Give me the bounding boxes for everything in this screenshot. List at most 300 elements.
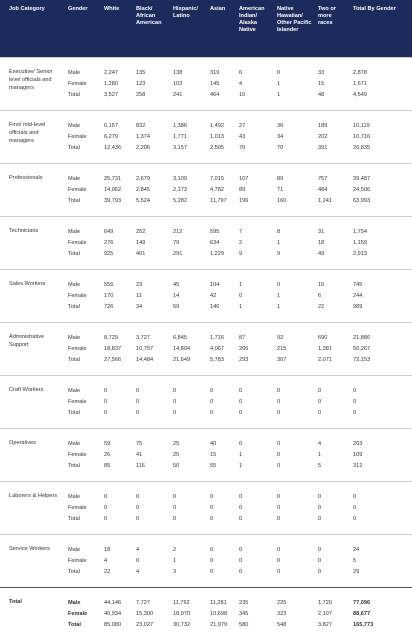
hispanic-latino-cell: 14,804 [173,345,191,352]
gender-cell: Female [68,239,87,246]
job-category-cell: Professionals [0,163,64,216]
american-indian-alaska-native-cell: 0 [239,515,243,522]
total-by-gender-cell: 0 [349,481,412,503]
two-or-more-races-cell: 1,241 [318,197,332,204]
job-category-cell: Operatives [0,428,64,481]
american-indian-alaska-native-cell: 87 [235,322,273,344]
asian-cell: 4,782 [210,186,224,193]
american-indian-alaska-native-cell: 0 [235,481,273,503]
american-indian-alaska-native-cell: 235 [235,587,273,609]
black-african-american-cell: 135 [132,57,169,79]
header-american-indian-alaska-native: American Indian/ Alaska Native [235,0,273,57]
total-by-gender-cell: 203 [349,428,412,450]
american-indian-alaska-native-cell: 1 [239,451,243,458]
native-hawaiian-pacific-islander-cell: 0 [277,451,281,458]
black-african-american-cell: 10,757 [136,345,154,352]
black-african-american-cell: 1,374 [136,133,150,140]
hispanic-latino-cell: 11,762 [169,587,206,609]
total-by-gender-cell: 10,119 [349,110,412,132]
job-category-cell: Technicians [0,216,64,269]
gender-cell: Total [68,462,80,469]
black-african-american-cell: 0 [136,398,140,405]
black-african-american-cell: 4 [132,534,169,556]
white-cell: 170 [104,292,114,299]
hispanic-latino-cell: 0 [173,504,177,511]
white-cell: 8,729 [100,322,132,344]
american-indian-alaska-native-cell: 293 [239,356,249,363]
white-cell: 85 [104,462,111,469]
header-hispanic-latino: Hispanic/ Latino [169,0,206,57]
black-african-american-cell: 3,727 [132,322,169,344]
asian-cell: 0 [210,515,214,522]
hispanic-latino-cell: 3,157 [173,144,187,151]
white-cell: 925 [104,250,114,257]
white-cell: 44,146 [100,587,132,609]
asian-cell: 11,281 [206,587,235,609]
native-hawaiian-pacific-islander-cell: 0 [277,462,281,469]
asian-cell: 0 [206,481,235,503]
grand-total-label: Total [0,587,64,640]
american-indian-alaska-native-cell: 27 [235,110,273,132]
black-african-american-cell: 5,524 [136,197,150,204]
hispanic-latino-cell: 18,970 [173,610,191,617]
table-row [0,216,412,238]
total-by-gender-cell: 109 [353,451,363,458]
black-african-american-cell: 75 [132,428,169,450]
two-or-more-races-cell: 757 [314,163,349,185]
gender-cell: Male [64,534,100,556]
hispanic-latino-cell: 1,771 [173,133,187,140]
native-hawaiian-pacific-islander-cell: 0 [277,568,281,575]
black-african-american-cell: 15,300 [136,610,154,617]
american-indian-alaska-native-cell: 1 [239,303,243,310]
american-indian-alaska-native-cell: 107 [235,163,273,185]
asian-cell: 1,716 [206,322,235,344]
native-hawaiian-pacific-islander-cell: 1 [277,292,281,299]
job-category-cell: Administrative Support [0,322,64,375]
native-hawaiian-pacific-islander-cell: 0 [273,428,314,450]
two-or-more-races-cell: 3,827 [318,621,332,628]
two-or-more-races-cell: 0 [318,515,322,522]
total-by-gender-cell: 24 [349,534,412,556]
total-by-gender-cell: 1,671 [353,80,367,87]
asian-cell: 7,015 [206,163,235,185]
table-row [0,269,412,291]
native-hawaiian-pacific-islander-cell: 1 [277,80,281,87]
table-row [0,322,412,344]
black-african-american-cell: 0 [136,557,140,564]
two-or-more-races-cell: 1,381 [318,345,332,352]
total-by-gender-cell: 989 [353,303,363,310]
grand-total-row [0,587,412,609]
white-cell: 0 [104,504,108,511]
black-african-american-cell: 0 [136,409,140,416]
native-hawaiian-pacific-islander-cell: 215 [277,345,287,352]
two-or-more-races-cell: 0 [318,409,322,416]
total-by-gender-cell: 88,677 [353,610,371,617]
black-african-american-cell: 401 [136,250,146,257]
total-by-gender-cell: 0 [353,504,357,511]
gender-cell: Male [64,481,100,503]
white-cell: 726 [104,303,114,310]
american-indian-alaska-native-cell: 1 [239,462,243,469]
american-indian-alaska-native-cell: 0 [239,409,243,416]
native-hawaiian-pacific-islander-cell: 225 [273,587,314,609]
black-african-american-cell: 23,027 [136,621,154,628]
white-cell: 4 [104,557,108,564]
hispanic-latino-cell: 3 [173,568,177,575]
white-cell: 276 [104,239,114,246]
asian-cell: 595 [206,216,235,238]
american-indian-alaska-native-cell: 0 [239,557,243,564]
white-cell: 0 [100,481,132,503]
total-by-gender-cell: 0 [353,398,357,405]
gender-cell: Male [64,322,100,344]
white-cell: 26 [104,451,111,458]
white-cell: 25,731 [100,163,132,185]
black-african-american-cell: 4 [136,568,140,575]
table-body [0,57,412,640]
american-indian-alaska-native-cell: 196 [239,197,249,204]
table-row [0,428,412,450]
table-row [0,375,412,397]
white-cell: 18,837 [104,345,122,352]
asian-cell: 10,698 [210,610,228,617]
hispanic-latino-cell: 3,109 [169,163,206,185]
gender-cell: Total [68,197,80,204]
header-black-african-american: Black/ African American [132,0,169,57]
header-gender: Gender [64,0,100,57]
asian-cell: 145 [210,80,220,87]
black-african-american-cell: 2,206 [136,144,150,151]
native-hawaiian-pacific-islander-cell: 0 [277,557,281,564]
white-cell: 1,280 [104,80,118,87]
black-african-american-cell: 0 [132,375,169,397]
native-hawaiian-pacific-islander-cell: 36 [273,110,314,132]
hispanic-latino-cell: 21,649 [173,356,191,363]
table-row [0,110,412,132]
two-or-more-races-cell: 1 [318,451,322,458]
white-cell: 40,934 [104,610,122,617]
american-indian-alaska-native-cell: 7 [235,216,273,238]
native-hawaiian-pacific-islander-cell: 0 [273,481,314,503]
two-or-more-races-cell: 690 [314,322,349,344]
american-indian-alaska-native-cell: 4 [239,80,243,87]
total-by-gender-cell: 0 [353,515,357,522]
american-indian-alaska-native-cell: 10 [239,91,246,98]
hispanic-latino-cell: 5,282 [173,197,187,204]
white-cell: 0 [104,515,108,522]
total-by-gender-cell: 1,159 [353,239,367,246]
two-or-more-races-cell: 0 [318,568,322,575]
asian-cell: 319 [206,57,235,79]
total-by-gender-cell: 244 [353,292,363,299]
total-by-gender-cell: 72,153 [353,356,371,363]
hispanic-latino-cell: 30,732 [173,621,191,628]
white-cell: 59 [100,428,132,450]
gender-cell: Total [68,144,80,151]
table-header [0,0,412,57]
gender-cell: Total [68,568,80,575]
gender-cell: Male [64,163,100,185]
asian-cell: 0 [210,409,214,416]
gender-cell: Total [68,515,80,522]
total-by-gender-cell: 0 [353,409,357,416]
native-hawaiian-pacific-islander-cell: 0 [277,515,281,522]
white-cell: 22 [104,568,111,575]
american-indian-alaska-native-cell: 2 [239,239,243,246]
hispanic-latino-cell: 2 [169,534,206,556]
gender-cell: Female [68,292,87,299]
black-african-american-cell: 149 [136,239,146,246]
native-hawaiian-pacific-islander-cell: 92 [273,322,314,344]
native-hawaiian-pacific-islander-cell: 1 [277,303,281,310]
american-indian-alaska-native-cell: 0 [239,292,243,299]
black-african-american-cell: 832 [132,110,169,132]
black-african-american-cell: 23 [132,269,169,291]
american-indian-alaska-native-cell: 89 [239,186,246,193]
american-indian-alaska-native-cell: 0 [235,534,273,556]
native-hawaiian-pacific-islander-cell: 0 [273,375,314,397]
total-by-gender-cell: 50,267 [353,345,371,352]
american-indian-alaska-native-cell: 70 [239,144,246,151]
total-by-gender-cell: 29 [353,568,360,575]
asian-cell: 0 [210,557,214,564]
gender-cell: Total [68,621,81,628]
two-or-more-races-cell: 0 [318,557,322,564]
black-african-american-cell: 7,727 [132,587,169,609]
table-row [0,534,412,556]
hispanic-latino-cell: 25 [169,428,206,450]
american-indian-alaska-native-cell: 580 [239,621,249,628]
two-or-more-races-cell: 5 [318,462,322,469]
white-cell: 12,436 [104,144,122,151]
white-cell: 18 [100,534,132,556]
job-category-cell: Laborers & Helpers [0,481,64,534]
gender-cell: Male [64,375,100,397]
total-by-gender-cell: 312 [353,462,363,469]
hispanic-latino-cell: 103 [173,80,183,87]
total-by-gender-cell: 2,913 [353,250,367,257]
american-indian-alaska-native-cell: 9 [239,250,243,257]
asian-cell: 0 [206,375,235,397]
gender-cell: Total [68,91,80,98]
native-hawaiian-pacific-islander-cell: 548 [277,621,287,628]
total-by-gender-cell: 77,096 [349,587,412,609]
american-indian-alaska-native-cell: 0 [239,504,243,511]
two-or-more-races-cell: 15 [318,80,325,87]
hispanic-latino-cell: 0 [173,409,177,416]
native-hawaiian-pacific-islander-cell: 9 [277,250,281,257]
gender-cell: Male [64,269,100,291]
two-or-more-races-cell: 2,107 [318,610,332,617]
two-or-more-races-cell: 1,720 [314,587,349,609]
american-indian-alaska-native-cell: 1 [235,269,273,291]
asian-cell: 146 [210,303,220,310]
native-hawaiian-pacific-islander-cell: 307 [277,356,287,363]
total-by-gender-cell: 21,886 [349,322,412,344]
american-indian-alaska-native-cell: 0 [239,568,243,575]
american-indian-alaska-native-cell: 345 [239,610,249,617]
white-cell: 0 [104,409,108,416]
asian-cell: 4,067 [210,345,224,352]
hispanic-latino-cell: 1,386 [169,110,206,132]
total-by-gender-cell: 4,549 [353,91,367,98]
asian-cell: 11,797 [210,197,227,204]
hispanic-latino-cell: 0 [169,375,206,397]
asian-cell: 55 [210,462,217,469]
asian-cell: 104 [206,269,235,291]
total-by-gender-cell: 2,878 [349,57,412,79]
total-by-gender-cell: 745 [349,269,412,291]
native-hawaiian-pacific-islander-cell: 70 [277,144,284,151]
black-african-american-cell: 34 [136,303,143,310]
native-hawaiian-pacific-islander-cell: 160 [277,197,287,204]
asian-cell: 2,505 [210,144,224,151]
native-hawaiian-pacific-islander-cell: 0 [273,57,314,79]
gender-cell: Male [64,587,100,609]
hispanic-latino-cell: 0 [173,515,177,522]
asian-cell: 21,979 [210,621,228,628]
total-by-gender-cell: 0 [349,375,412,397]
gender-cell: Male [64,57,100,79]
total-by-gender-cell: 20,835 [353,144,371,151]
two-or-more-races-cell: 0 [318,504,322,511]
native-hawaiian-pacific-islander-cell: 71 [277,186,284,193]
total-by-gender-cell: 10,716 [353,133,371,140]
white-cell: 39,793 [104,197,122,204]
gender-cell: Male [64,428,100,450]
american-indian-alaska-native-cell: 6 [235,57,273,79]
hispanic-latino-cell: 45 [169,269,206,291]
black-african-american-cell: 0 [132,481,169,503]
white-cell: 14,062 [104,186,122,193]
black-african-american-cell: 0 [136,504,140,511]
black-african-american-cell: 116 [136,462,145,469]
two-or-more-races-cell: 484 [318,186,328,193]
two-or-more-races-cell: 48 [318,91,325,98]
total-by-gender-cell: 5 [353,557,357,564]
black-african-american-cell: 0 [136,515,140,522]
table-row [0,163,412,185]
gender-cell: Female [68,504,87,511]
two-or-more-races-cell: 49 [318,250,325,257]
two-or-more-races-cell: 22 [318,303,325,310]
asian-cell: 5,783 [210,356,224,363]
hispanic-latino-cell: 79 [173,239,180,246]
gender-cell: Female [68,451,87,458]
two-or-more-races-cell: 189 [314,110,349,132]
white-cell: 27,566 [104,356,122,363]
total-by-gender-cell: 165,773 [353,621,374,628]
gender-cell: Male [64,110,100,132]
header-native-hawaiian-pacific-islander: Native Hawaiian/ Other Pacific Islander [273,0,314,57]
white-cell: 6,279 [104,133,118,140]
black-african-american-cell: 41 [136,451,143,458]
american-indian-alaska-native-cell: 0 [235,428,273,450]
black-african-american-cell: 11 [136,292,142,299]
black-african-american-cell: 258 [136,91,146,98]
two-or-more-races-cell: 31 [314,216,349,238]
job-category-cell: First/ mid-level officials and managers [0,110,64,163]
hispanic-latino-cell: 2,173 [173,186,187,193]
asian-cell: 0 [210,568,214,575]
white-cell: 6,157 [100,110,132,132]
black-african-american-cell: 2,845 [136,186,150,193]
asian-cell: 1,492 [206,110,235,132]
hispanic-latino-cell: 14 [173,292,180,299]
hispanic-latino-cell: 50 [173,462,180,469]
native-hawaiian-pacific-islander-cell: 0 [277,504,281,511]
gender-cell: Total [68,409,80,416]
native-hawaiian-pacific-islander-cell: 1 [277,239,281,246]
white-cell: 556 [100,269,132,291]
black-african-american-cell: 252 [132,216,169,238]
asian-cell: 464 [210,91,220,98]
two-or-more-races-cell: 0 [318,398,322,405]
header-total-by-gender: Total By Gender [349,0,412,57]
hispanic-latino-cell: 0 [169,481,206,503]
asian-cell: 0 [210,398,214,405]
native-hawaiian-pacific-islander-cell: 89 [273,163,314,185]
white-cell: 0 [104,398,108,405]
job-category-cell: Sales Workers [0,269,64,322]
white-cell: 3,527 [104,91,118,98]
gender-cell: Total [68,250,80,257]
asian-cell: 634 [210,239,220,246]
white-cell: 0 [100,375,132,397]
white-cell: 2,247 [100,57,132,79]
gender-cell: Female [68,133,87,140]
asian-cell: 0 [210,504,214,511]
hispanic-latino-cell: 138 [169,57,206,79]
hispanic-latino-cell: 212 [169,216,206,238]
header-two-or-more-races: Two or more races [314,0,349,57]
job-category-cell: Service Workers [0,534,64,587]
black-african-american-cell: 123 [136,80,146,87]
asian-cell: 1,013 [210,133,224,140]
two-or-more-races-cell: 0 [314,534,349,556]
american-indian-alaska-native-cell: 206 [239,345,249,352]
header-row [0,0,412,57]
hispanic-latino-cell: 241 [173,91,183,98]
native-hawaiian-pacific-islander-cell: 34 [277,133,284,140]
total-by-gender-cell: 39,487 [349,163,412,185]
job-category-cell: Craft Workers [0,375,64,428]
total-by-gender-cell: 1,754 [349,216,412,238]
american-indian-alaska-native-cell: 0 [239,398,243,405]
header-asian: Asian [206,0,235,57]
native-hawaiian-pacific-islander-cell: 0 [273,269,314,291]
gender-cell: Male [64,216,100,238]
hispanic-latino-cell: 6,845 [169,322,206,344]
table-row [0,481,412,503]
total-by-gender-cell: 63,993 [353,197,371,204]
black-african-american-cell: 2,679 [132,163,169,185]
black-african-american-cell: 14,484 [136,356,154,363]
two-or-more-races-cell: 16 [314,269,349,291]
two-or-more-races-cell: 4 [314,428,349,450]
native-hawaiian-pacific-islander-cell: 0 [273,534,314,556]
gender-cell: Female [68,610,88,617]
two-or-more-races-cell: 202 [318,133,328,140]
native-hawaiian-pacific-islander-cell: 0 [277,398,281,405]
total-by-gender-cell: 24,506 [353,186,371,193]
gender-cell: Female [68,80,87,87]
hispanic-latino-cell: 1 [173,557,177,564]
gender-cell: Female [68,186,87,193]
header-job-category: Job Category [0,0,64,57]
